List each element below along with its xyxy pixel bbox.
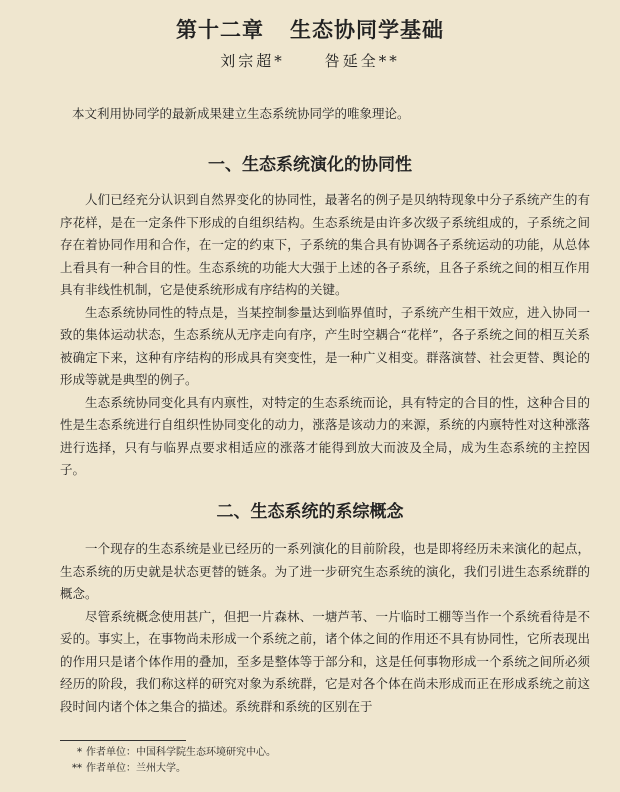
paragraph: 人们已经充分认识到自然界变化的协同性，最著名的例子是贝纳特现象中分子系统产生的有序花样，是在一定条件下形成的自组织结构。生态系统是由许多次级子系统组成的，子系统之间存在着协同作用和合作，在一定的约束下，子系统的集合具有协调各子系统运动的功能，从总体上看具有一种合目的性。生态系统的功能大大强于上述的各子系统，且各子系统之间的相互作用具有非线性机制，它是使系统形成有序结构的关键。 <box>60 192 590 297</box>
section-2-heading: 二、生态系统的系综概念 <box>216 502 404 522</box>
section-1-heading: 一、生态系统演化的协同性 <box>208 155 412 175</box>
author-1: 刘宗超* <box>220 52 285 70</box>
footnote <box>60 745 276 761</box>
chapter-title <box>0 14 620 44</box>
paragraph: 生态系统协同变化具有内禀性，对特定的生态系统而论，具有特定的合目的性，这种合目的性是生态系统进行自组织性协同变化的动力，涨落是该动力的来源，系统的内禀特性对这种涨落进行选择，只有与临界点要求相适应的涨落才能得到放大而波及全局，成为生态系统的主控因子。 <box>60 394 590 477</box>
footnotes <box>60 745 276 777</box>
paragraph: 生态系统协同性的特点是，当某控制参量达到临界值时，子系统产生相干效应，进入协同一致的集体运动状态，生态系统从无序走向有序，产生时空耦合“花样”，各子系统之间的相互关系被确定下来，这种有序结构的形成具有突变性，是一种广义相变。群落演替、社会更替、舆论的形成等就是典型的例子。 <box>60 304 590 387</box>
footnote-mark: * <box>77 747 82 758</box>
author-2: 咎延全** <box>324 52 400 70</box>
footnote-divider <box>60 740 186 741</box>
paragraph: 尽管系统概念使用甚广，但把一片森林、一塘芦苇、一片临时工棚等当作一个系统看待是不妥的。事实上，在事物尚未形成一个系统之前，诸个体之间的作用还不具有协同性，它所表现出的作用只是诸个体作用的叠加，至多是整体等于部分和，这是任何事物形成一个系统之间所必须经历的阶段，我们称这样的研究对象为系统群，它是对各个体在尚未形成而正在形成系统之前这段时间内诸个体之集合的描述。系统群和系统的区别在于 <box>60 608 590 714</box>
section-1-body <box>60 189 590 482</box>
footnote-text: 作者单位：中国科学院生态环境研究中心。 <box>86 747 276 758</box>
section-2-body <box>60 538 590 718</box>
footnote-text: 作者单位：兰州大学。 <box>86 763 186 774</box>
footnote <box>60 761 276 777</box>
paragraph: 一个现存的生态系统是业已经历的一系列演化的目前阶段，也是即将经历未来演化的起点，生态系统的历史就是状态更替的链条。为了进一步研究生态系统的演化，我们引进生态系统群的概念。 <box>60 541 590 601</box>
abstract-intro: 本文利用协同学的最新成果建立生态系统协同学的唯象理论。 <box>72 106 410 121</box>
authors <box>0 50 620 71</box>
chapter-name: 生态协同学基础 <box>290 17 444 42</box>
footnote-mark: ** <box>72 763 82 774</box>
chapter-number: 第十二章 <box>176 17 264 42</box>
